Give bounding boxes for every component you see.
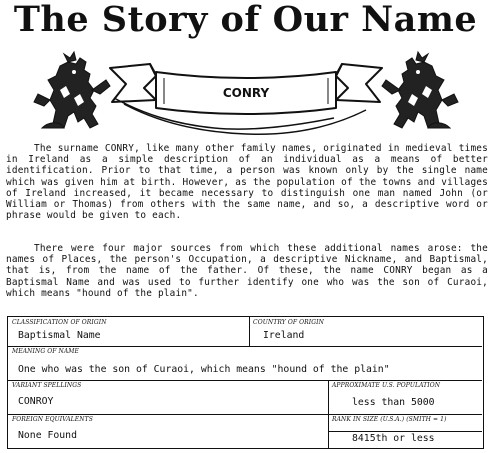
variant-label: VARIANT SPELLINGS: [12, 382, 82, 389]
population-cell: [328, 380, 482, 414]
rank-cell: [328, 414, 482, 431]
rank-label: RANK IN SIZE (U.S.A.) (SMITH = 1): [332, 416, 447, 423]
foreign-label: FOREIGN EQUIVALENTS: [12, 416, 93, 423]
meaning-value: One who was the son of Curaoi, which means "hound of the plain": [18, 364, 390, 375]
country-value: Ireland: [263, 330, 305, 341]
country-label: COUNTRY OF ORIGIN: [253, 319, 324, 326]
country-cell: [249, 317, 482, 346]
heraldic-lion-icon: [376, 50, 462, 132]
population-label: APPROXIMATE U.S. POPULATION: [332, 382, 441, 389]
rank-value: 8415th or less: [352, 433, 435, 444]
classification-label: CLASSIFICATION OF ORIGIN: [12, 319, 107, 326]
page-title: The Story of Our Name: [13, 0, 478, 40]
name-details-table: [7, 316, 484, 449]
rank-value-cell: [328, 431, 482, 448]
classification-cell: [8, 317, 249, 346]
variant-cell: [8, 380, 328, 414]
meaning-cell: [8, 346, 482, 380]
surname-banner: CONRY: [222, 86, 270, 100]
foreign-value: None Found: [18, 430, 77, 441]
population-value: less than 5000: [352, 397, 435, 408]
origin-paragraph: The surname CONRY, like many other family names, originated in medieval times in Ireland as a simple description of an individual as a means of better identification. Prior to that time, a person was known only by the single name which was given him at birth. However, as the population of the towns and villages of Ireland increased, it became necessary to distinguish one man named John (or William or Thomas) from others with the same name, and so, a descriptive word or phrase would be given to each.: [6, 143, 488, 222]
classification-value: Baptismal Name: [18, 330, 101, 341]
variant-value: CONROY: [18, 396, 54, 407]
foreign-cell: [8, 414, 328, 448]
name-sources-paragraph: There were four major sources from which these additional names arose: the names of Places, the person's Occupation, a descriptive Nickname, and Baptismal, that is, from the name of the father. Of these, the name CONRY began as a Baptismal Name and was used to further identify one who was the son of Curaoi, which means "hound of the plain".: [6, 243, 488, 299]
meaning-label: MEANING OF NAME: [12, 348, 80, 355]
